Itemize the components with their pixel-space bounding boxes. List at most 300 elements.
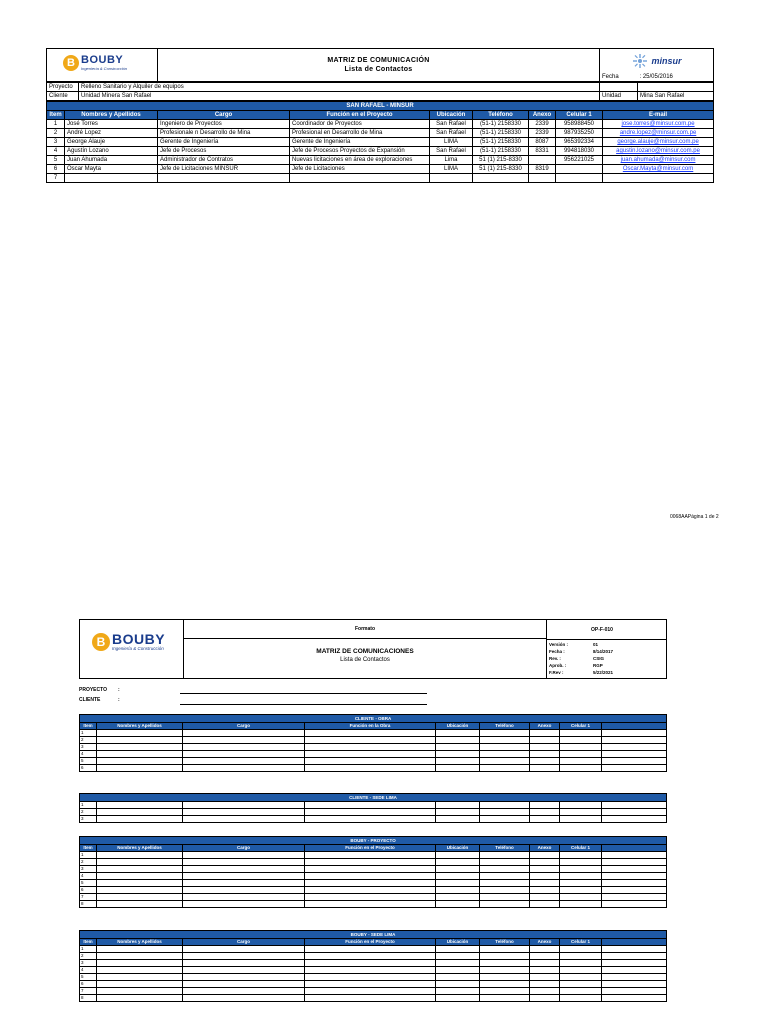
empty-entry-cell[interactable] xyxy=(183,765,305,772)
empty-entry-cell[interactable] xyxy=(436,866,480,873)
empty-entry-cell[interactable] xyxy=(97,802,183,809)
doc-title: MATRIZ DE COMUNICACIÓN xyxy=(327,57,430,64)
empty-entry-cell[interactable] xyxy=(480,953,530,960)
table-row xyxy=(80,859,667,866)
empty-entry-cell[interactable] xyxy=(436,901,480,908)
empty-entry-cell[interactable] xyxy=(530,873,560,880)
empty-entry-cell[interactable] xyxy=(602,751,667,758)
empty-entry-cell[interactable] xyxy=(530,995,560,1002)
empty-entry-cell[interactable] xyxy=(305,852,436,859)
block-table xyxy=(79,930,667,1002)
item-number: 4 xyxy=(80,751,97,758)
empty-entry-cell[interactable] xyxy=(436,802,480,809)
cliente-label: Cliente xyxy=(47,92,79,101)
empty-entry-cell[interactable] xyxy=(183,758,305,765)
column-header: Anexo xyxy=(530,723,560,730)
empty-entry-cell[interactable] xyxy=(97,816,183,823)
proyecto-label: Proyecto xyxy=(47,83,79,92)
block-title: BOUBY - SEDE LIMA xyxy=(80,931,667,939)
empty-entry-cell[interactable] xyxy=(480,887,530,894)
empty-entry-cell[interactable] xyxy=(436,730,480,737)
contacts-header-row xyxy=(47,111,714,120)
bouby-logo-icon: B xyxy=(63,55,79,71)
empty-entry-cell[interactable] xyxy=(436,751,480,758)
empty-entry-cell[interactable] xyxy=(602,737,667,744)
empty-entry-cell[interactable] xyxy=(436,974,480,981)
empty-entry-cell[interactable] xyxy=(560,981,602,988)
empty-entry-cell[interactable] xyxy=(602,765,667,772)
column-header: Nombres y Apellidos xyxy=(97,845,183,852)
bouby-logo-icon-2: B xyxy=(92,633,110,651)
empty-entry-cell[interactable] xyxy=(530,816,560,823)
empty-entry-cell[interactable] xyxy=(183,816,305,823)
empty-entry-cell[interactable] xyxy=(560,901,602,908)
empty-entry-cell[interactable] xyxy=(530,894,560,901)
empty-entry-cell[interactable] xyxy=(436,744,480,751)
column-header: Teléfono xyxy=(480,845,530,852)
ubicacion-cell: LIMA xyxy=(430,138,473,147)
empty-entry-cell[interactable] xyxy=(305,960,436,967)
empty-entry-cell[interactable] xyxy=(560,887,602,894)
empty-entry-cell[interactable] xyxy=(97,974,183,981)
empty-entry-cell[interactable] xyxy=(480,859,530,866)
empty-entry-cell[interactable] xyxy=(97,946,183,953)
email-link[interactable]: andre.lopez@minsur.com.pe xyxy=(603,129,714,138)
empty-entry-cell[interactable] xyxy=(183,873,305,880)
telefono-cell: 51 (1) 215-8330 xyxy=(473,156,529,165)
empty-entry-cell[interactable] xyxy=(480,809,530,816)
name-cell: George Alauje xyxy=(65,138,158,147)
item-number: 2 xyxy=(80,859,97,866)
formato-label: Formato xyxy=(184,620,546,639)
section-title: SAN RAFAEL - MINSUR xyxy=(47,102,714,111)
empty-entry-cell[interactable] xyxy=(436,809,480,816)
empty-entry-cell[interactable] xyxy=(602,967,667,974)
empty-entry-cell[interactable] xyxy=(97,866,183,873)
empty-entry-cell[interactable] xyxy=(183,737,305,744)
empty-entry-cell[interactable] xyxy=(183,974,305,981)
empty-entry-cell[interactable] xyxy=(436,988,480,995)
empty-entry-cell[interactable] xyxy=(560,967,602,974)
empty-entry-cell[interactable] xyxy=(560,765,602,772)
empty-entry-cell[interactable] xyxy=(560,816,602,823)
empty-entry-cell[interactable] xyxy=(305,995,436,1002)
table-row xyxy=(47,165,714,174)
empty-entry-cell[interactable] xyxy=(305,873,436,880)
empty-entry-cell[interactable] xyxy=(97,988,183,995)
table-row xyxy=(80,866,667,873)
empty-entry-cell[interactable] xyxy=(480,901,530,908)
celular-cell: 958988450 xyxy=(556,120,603,129)
ubicacion-cell: San Rafael xyxy=(430,129,473,138)
empty-entry-cell[interactable] xyxy=(530,809,560,816)
empty-entry-cell[interactable] xyxy=(436,967,480,974)
item-number: 1 xyxy=(80,802,97,809)
empty-entry-cell[interactable] xyxy=(602,981,667,988)
empty-entry-cell[interactable] xyxy=(602,866,667,873)
empty-entry-cell[interactable] xyxy=(436,946,480,953)
email-link[interactable]: Oscar.Mayta@minsur.com xyxy=(603,165,714,174)
empty-entry-cell[interactable] xyxy=(602,859,667,866)
empty-entry-cell[interactable] xyxy=(480,894,530,901)
empty-entry-cell[interactable] xyxy=(560,995,602,1002)
empty-entry-cell[interactable] xyxy=(97,880,183,887)
empty-entry-cell[interactable] xyxy=(602,887,667,894)
empty-entry-cell[interactable] xyxy=(183,866,305,873)
empty-entry-cell[interactable] xyxy=(530,730,560,737)
name-cell: Agustín Lozano xyxy=(65,147,158,156)
item-cell: 6 xyxy=(47,165,65,174)
column-header: Teléfono xyxy=(473,111,529,120)
column-header: Item xyxy=(80,723,97,730)
empty-entry-cell[interactable] xyxy=(183,981,305,988)
doc-subtitle: Lista de Contactos xyxy=(344,66,413,73)
empty-entry-cell[interactable] xyxy=(183,995,305,1002)
column-header: Cargo xyxy=(158,111,290,120)
ubicacion-cell: LIMA xyxy=(430,165,473,174)
empty-entry-cell[interactable] xyxy=(480,758,530,765)
empty-entry-cell[interactable] xyxy=(305,981,436,988)
item-cell: 2 xyxy=(47,129,65,138)
empty-entry-cell[interactable] xyxy=(530,946,560,953)
empty-entry-cell[interactable] xyxy=(436,765,480,772)
column-header: Función en el Proyecto xyxy=(305,845,436,852)
empty-entry-cell[interactable] xyxy=(97,852,183,859)
form-title-cell xyxy=(184,620,547,679)
ubicacion-cell: San Rafael xyxy=(430,120,473,129)
empty-entry-cell[interactable] xyxy=(97,995,183,1002)
funcion-cell: Coordinador de Proyectos xyxy=(290,120,430,129)
name-cell: Oscar Mayta xyxy=(65,165,158,174)
empty-entry-cell[interactable] xyxy=(305,953,436,960)
empty-entry-cell[interactable] xyxy=(305,859,436,866)
empty-entry-cell[interactable] xyxy=(602,816,667,823)
empty-entry-cell[interactable] xyxy=(183,852,305,859)
empty-entry-cell[interactable] xyxy=(305,802,436,809)
empty-entry-cell[interactable] xyxy=(602,946,667,953)
empty-entry-cell[interactable] xyxy=(530,953,560,960)
bouby-logo-cell-2 xyxy=(80,620,184,679)
email-link[interactable]: agustin.lozano@minsur.com.pe xyxy=(603,147,714,156)
empty-entry-cell[interactable] xyxy=(602,953,667,960)
empty-entry-cell[interactable] xyxy=(480,751,530,758)
empty-entry-cell[interactable] xyxy=(480,946,530,953)
empty-entry-cell[interactable] xyxy=(97,967,183,974)
empty-entry-cell[interactable] xyxy=(530,758,560,765)
table-row xyxy=(80,751,667,758)
column-header: Ubicación xyxy=(436,723,480,730)
empty-entry-cell[interactable] xyxy=(530,765,560,772)
empty-entry-cell[interactable] xyxy=(305,737,436,744)
item-number: 1 xyxy=(80,852,97,859)
meta-value: 5/22/2021 xyxy=(593,670,614,675)
table-row xyxy=(47,120,714,129)
empty-entry-cell[interactable] xyxy=(305,765,436,772)
empty-entry-cell[interactable] xyxy=(97,765,183,772)
empty-entry-cell[interactable] xyxy=(602,802,667,809)
column-header: Item xyxy=(80,845,97,852)
empty-entry-cell[interactable] xyxy=(602,758,667,765)
empty-entry-cell[interactable] xyxy=(480,995,530,1002)
empty-entry-cell[interactable] xyxy=(480,960,530,967)
table-row xyxy=(80,852,667,859)
meta-value: CSIG xyxy=(593,656,605,661)
empty-entry-cell[interactable] xyxy=(97,901,183,908)
table-row xyxy=(80,974,667,981)
empty-entry-cell[interactable] xyxy=(436,995,480,1002)
empty-entry-cell[interactable] xyxy=(436,859,480,866)
empty-entry-cell[interactable] xyxy=(183,744,305,751)
empty-entry-cell[interactable] xyxy=(305,988,436,995)
item-number: 5 xyxy=(80,974,97,981)
empty-entry-cell[interactable] xyxy=(530,974,560,981)
empty-entry-cell[interactable] xyxy=(560,866,602,873)
cliente-value: Unidad Minera San Rafael xyxy=(79,92,600,101)
empty-entry-cell[interactable] xyxy=(530,967,560,974)
empty-entry-cell[interactable] xyxy=(305,894,436,901)
empty-entry-cell[interactable] xyxy=(602,730,667,737)
empty-entry-cell[interactable] xyxy=(97,744,183,751)
empty-entry-cell[interactable] xyxy=(183,751,305,758)
empty-entry-cell[interactable] xyxy=(480,737,530,744)
empty-entry-cell[interactable] xyxy=(602,988,667,995)
empty-entry-cell[interactable] xyxy=(480,873,530,880)
proyecto-form-label: PROYECTO xyxy=(79,687,107,693)
empty-entry-cell[interactable] xyxy=(436,953,480,960)
empty-entry-cell[interactable] xyxy=(436,737,480,744)
empty-entry-cell[interactable] xyxy=(305,809,436,816)
empty-entry-cell[interactable] xyxy=(436,852,480,859)
table-row xyxy=(80,737,667,744)
bouby-logo-2 xyxy=(92,632,165,651)
empty-entry-cell[interactable] xyxy=(602,960,667,967)
empty-entry-cell[interactable] xyxy=(560,988,602,995)
empty-entry-cell[interactable] xyxy=(97,730,183,737)
empty-entry-cell[interactable] xyxy=(480,802,530,809)
empty-entry-cell[interactable] xyxy=(305,887,436,894)
doc-title-cell xyxy=(158,49,600,82)
empty-entry-cell[interactable] xyxy=(183,967,305,974)
empty-entry-cell[interactable] xyxy=(305,974,436,981)
empty-entry-cell[interactable] xyxy=(560,960,602,967)
empty-entry-cell[interactable] xyxy=(305,816,436,823)
empty-entry-cell[interactable] xyxy=(436,960,480,967)
empty-entry-cell[interactable] xyxy=(436,880,480,887)
empty-entry-cell[interactable] xyxy=(97,960,183,967)
empty-entry-cell[interactable] xyxy=(602,894,667,901)
block-table xyxy=(79,836,667,908)
empty-entry-cell[interactable] xyxy=(560,737,602,744)
item-number: 2 xyxy=(80,737,97,744)
block-title-row xyxy=(80,794,667,802)
empty-entry-cell[interactable] xyxy=(305,744,436,751)
empty-entry-cell[interactable] xyxy=(305,901,436,908)
empty-entry-cell[interactable] xyxy=(530,880,560,887)
empty-entry-cell[interactable] xyxy=(97,859,183,866)
column-header: Celular 1 xyxy=(560,939,602,946)
empty-entry-cell[interactable] xyxy=(560,852,602,859)
empty-entry-cell[interactable] xyxy=(602,809,667,816)
email-link[interactable]: george.alauje@minsur.com.pe xyxy=(603,138,714,147)
empty-entry-cell[interactable] xyxy=(183,809,305,816)
empty-entry-cell[interactable] xyxy=(183,953,305,960)
fecha-label: Fecha xyxy=(600,72,638,81)
empty-entry-cell[interactable] xyxy=(560,758,602,765)
empty-entry-cell[interactable] xyxy=(97,873,183,880)
email-link[interactable]: jose.torres@minsur.com.pe xyxy=(603,120,714,129)
minsur-logo-icon xyxy=(632,54,648,68)
empty-entry-cell[interactable] xyxy=(97,809,183,816)
column-header: Item xyxy=(80,939,97,946)
item-number: 4 xyxy=(80,873,97,880)
table-row xyxy=(80,981,667,988)
empty-entry-cell[interactable] xyxy=(480,816,530,823)
empty-entry-cell[interactable] xyxy=(305,967,436,974)
item-number: 7 xyxy=(80,988,97,995)
empty-entry-cell[interactable] xyxy=(183,894,305,901)
column-header: Función en el Proyecto xyxy=(305,939,436,946)
bouby-logo xyxy=(63,55,127,71)
empty-entry-cell[interactable] xyxy=(183,946,305,953)
empty-entry-cell[interactable] xyxy=(436,873,480,880)
column-header: Celular 1 xyxy=(560,723,602,730)
empty-entry-cell[interactable] xyxy=(530,887,560,894)
empty-entry-cell[interactable] xyxy=(480,967,530,974)
column-header xyxy=(602,723,667,730)
empty-entry-cell[interactable] xyxy=(97,758,183,765)
empty-entry-cell[interactable] xyxy=(560,802,602,809)
meta-row xyxy=(549,641,664,648)
empty-entry-cell[interactable] xyxy=(530,981,560,988)
funcion-cell: Gerente de Ingeniería xyxy=(290,138,430,147)
empty-entry-cell[interactable] xyxy=(436,894,480,901)
empty-entry-cell[interactable] xyxy=(530,901,560,908)
empty-entry-cell[interactable] xyxy=(436,887,480,894)
cliente-input-line[interactable] xyxy=(180,704,427,705)
block-header-row xyxy=(80,723,667,730)
proyecto-input-line[interactable] xyxy=(180,693,427,694)
empty-entry-cell[interactable] xyxy=(183,802,305,809)
empty-entry-cell[interactable] xyxy=(480,730,530,737)
email-link[interactable]: juan.ahumada@minsur.com xyxy=(603,156,714,165)
empty-entry-cell[interactable] xyxy=(305,730,436,737)
empty-entry-cell[interactable] xyxy=(480,866,530,873)
empty-entry-cell[interactable] xyxy=(97,737,183,744)
empty-entry-cell[interactable] xyxy=(97,887,183,894)
empty-entry-cell[interactable] xyxy=(560,946,602,953)
empty-entry-cell[interactable] xyxy=(305,880,436,887)
empty-entry-cell[interactable] xyxy=(560,859,602,866)
empty-entry-cell[interactable] xyxy=(530,852,560,859)
empty-entry-cell[interactable] xyxy=(530,744,560,751)
empty-entry-cell[interactable] xyxy=(480,765,530,772)
empty-entry-cell[interactable] xyxy=(480,974,530,981)
column-header: Nombres y Apellidos xyxy=(97,723,183,730)
empty-entry-cell[interactable] xyxy=(436,816,480,823)
empty-entry-cell[interactable] xyxy=(602,901,667,908)
block-bouby-sede-lima xyxy=(79,930,666,1002)
empty-entry-cell[interactable] xyxy=(560,953,602,960)
empty-entry-cell[interactable] xyxy=(480,852,530,859)
empty-entry-cell[interactable] xyxy=(530,988,560,995)
empty-entry-cell[interactable] xyxy=(305,758,436,765)
empty-entry-cell[interactable] xyxy=(560,873,602,880)
empty-entry-cell[interactable] xyxy=(480,880,530,887)
block-header-row xyxy=(80,845,667,852)
empty-entry-cell[interactable] xyxy=(560,880,602,887)
telefono-cell: (51-1) 2158330 xyxy=(473,147,529,156)
empty-entry-cell[interactable] xyxy=(183,960,305,967)
empty-entry-cell[interactable] xyxy=(97,953,183,960)
empty-entry-cell[interactable] xyxy=(602,974,667,981)
empty-entry-cell[interactable] xyxy=(183,880,305,887)
empty-entry-cell[interactable] xyxy=(530,859,560,866)
empty-entry-cell[interactable] xyxy=(183,988,305,995)
empty-entry-cell[interactable] xyxy=(305,751,436,758)
item-number: 8 xyxy=(80,901,97,908)
empty-entry-cell[interactable] xyxy=(97,751,183,758)
empty-entry-cell[interactable] xyxy=(436,758,480,765)
column-header: Ubicación xyxy=(430,111,473,120)
email-link xyxy=(603,174,714,183)
empty-entry-cell[interactable] xyxy=(560,744,602,751)
column-header xyxy=(602,939,667,946)
empty-entry-cell[interactable] xyxy=(530,737,560,744)
name-cell: André Lopez xyxy=(65,129,158,138)
form-code: OP-F-010 xyxy=(547,621,666,640)
empty-entry-cell[interactable] xyxy=(305,946,436,953)
empty-entry-cell[interactable] xyxy=(530,751,560,758)
bouby-logo-cell xyxy=(47,49,158,82)
column-header: Cargo xyxy=(183,939,305,946)
table-row xyxy=(80,809,667,816)
empty-entry-cell[interactable] xyxy=(436,981,480,988)
meta-label: F.Rev : xyxy=(549,670,564,675)
meta-row xyxy=(549,648,664,655)
bouby-logo-name: BOUBY xyxy=(81,54,124,66)
empty-entry-cell[interactable] xyxy=(602,852,667,859)
empty-entry-cell[interactable] xyxy=(530,802,560,809)
form-doc-subtitle: Lista de Contactos xyxy=(340,657,390,663)
empty-entry-cell[interactable] xyxy=(602,744,667,751)
empty-entry-cell[interactable] xyxy=(480,988,530,995)
empty-entry-cell[interactable] xyxy=(560,751,602,758)
empty-entry-cell[interactable] xyxy=(183,901,305,908)
empty-entry-cell[interactable] xyxy=(305,866,436,873)
empty-entry-cell[interactable] xyxy=(480,981,530,988)
empty-entry-cell[interactable] xyxy=(97,981,183,988)
empty-entry-cell[interactable] xyxy=(602,873,667,880)
empty-entry-cell[interactable] xyxy=(530,866,560,873)
minsur-logo xyxy=(602,54,711,68)
column-header: Celular 1 xyxy=(556,111,603,120)
empty-entry-cell[interactable] xyxy=(602,880,667,887)
item-cell: 1 xyxy=(47,120,65,129)
empty-entry-cell[interactable] xyxy=(480,744,530,751)
empty-entry-cell[interactable] xyxy=(530,960,560,967)
empty-entry-cell[interactable] xyxy=(560,730,602,737)
empty-entry-cell[interactable] xyxy=(183,730,305,737)
empty-entry-cell[interactable] xyxy=(183,887,305,894)
celular-cell: 956221025 xyxy=(556,156,603,165)
empty-entry-cell[interactable] xyxy=(560,894,602,901)
empty-entry-cell[interactable] xyxy=(97,894,183,901)
empty-entry-cell[interactable] xyxy=(560,809,602,816)
column-header: E-mail xyxy=(603,111,714,120)
empty-entry-cell[interactable] xyxy=(183,859,305,866)
empty-entry-cell[interactable] xyxy=(602,995,667,1002)
empty-entry-cell[interactable] xyxy=(560,974,602,981)
